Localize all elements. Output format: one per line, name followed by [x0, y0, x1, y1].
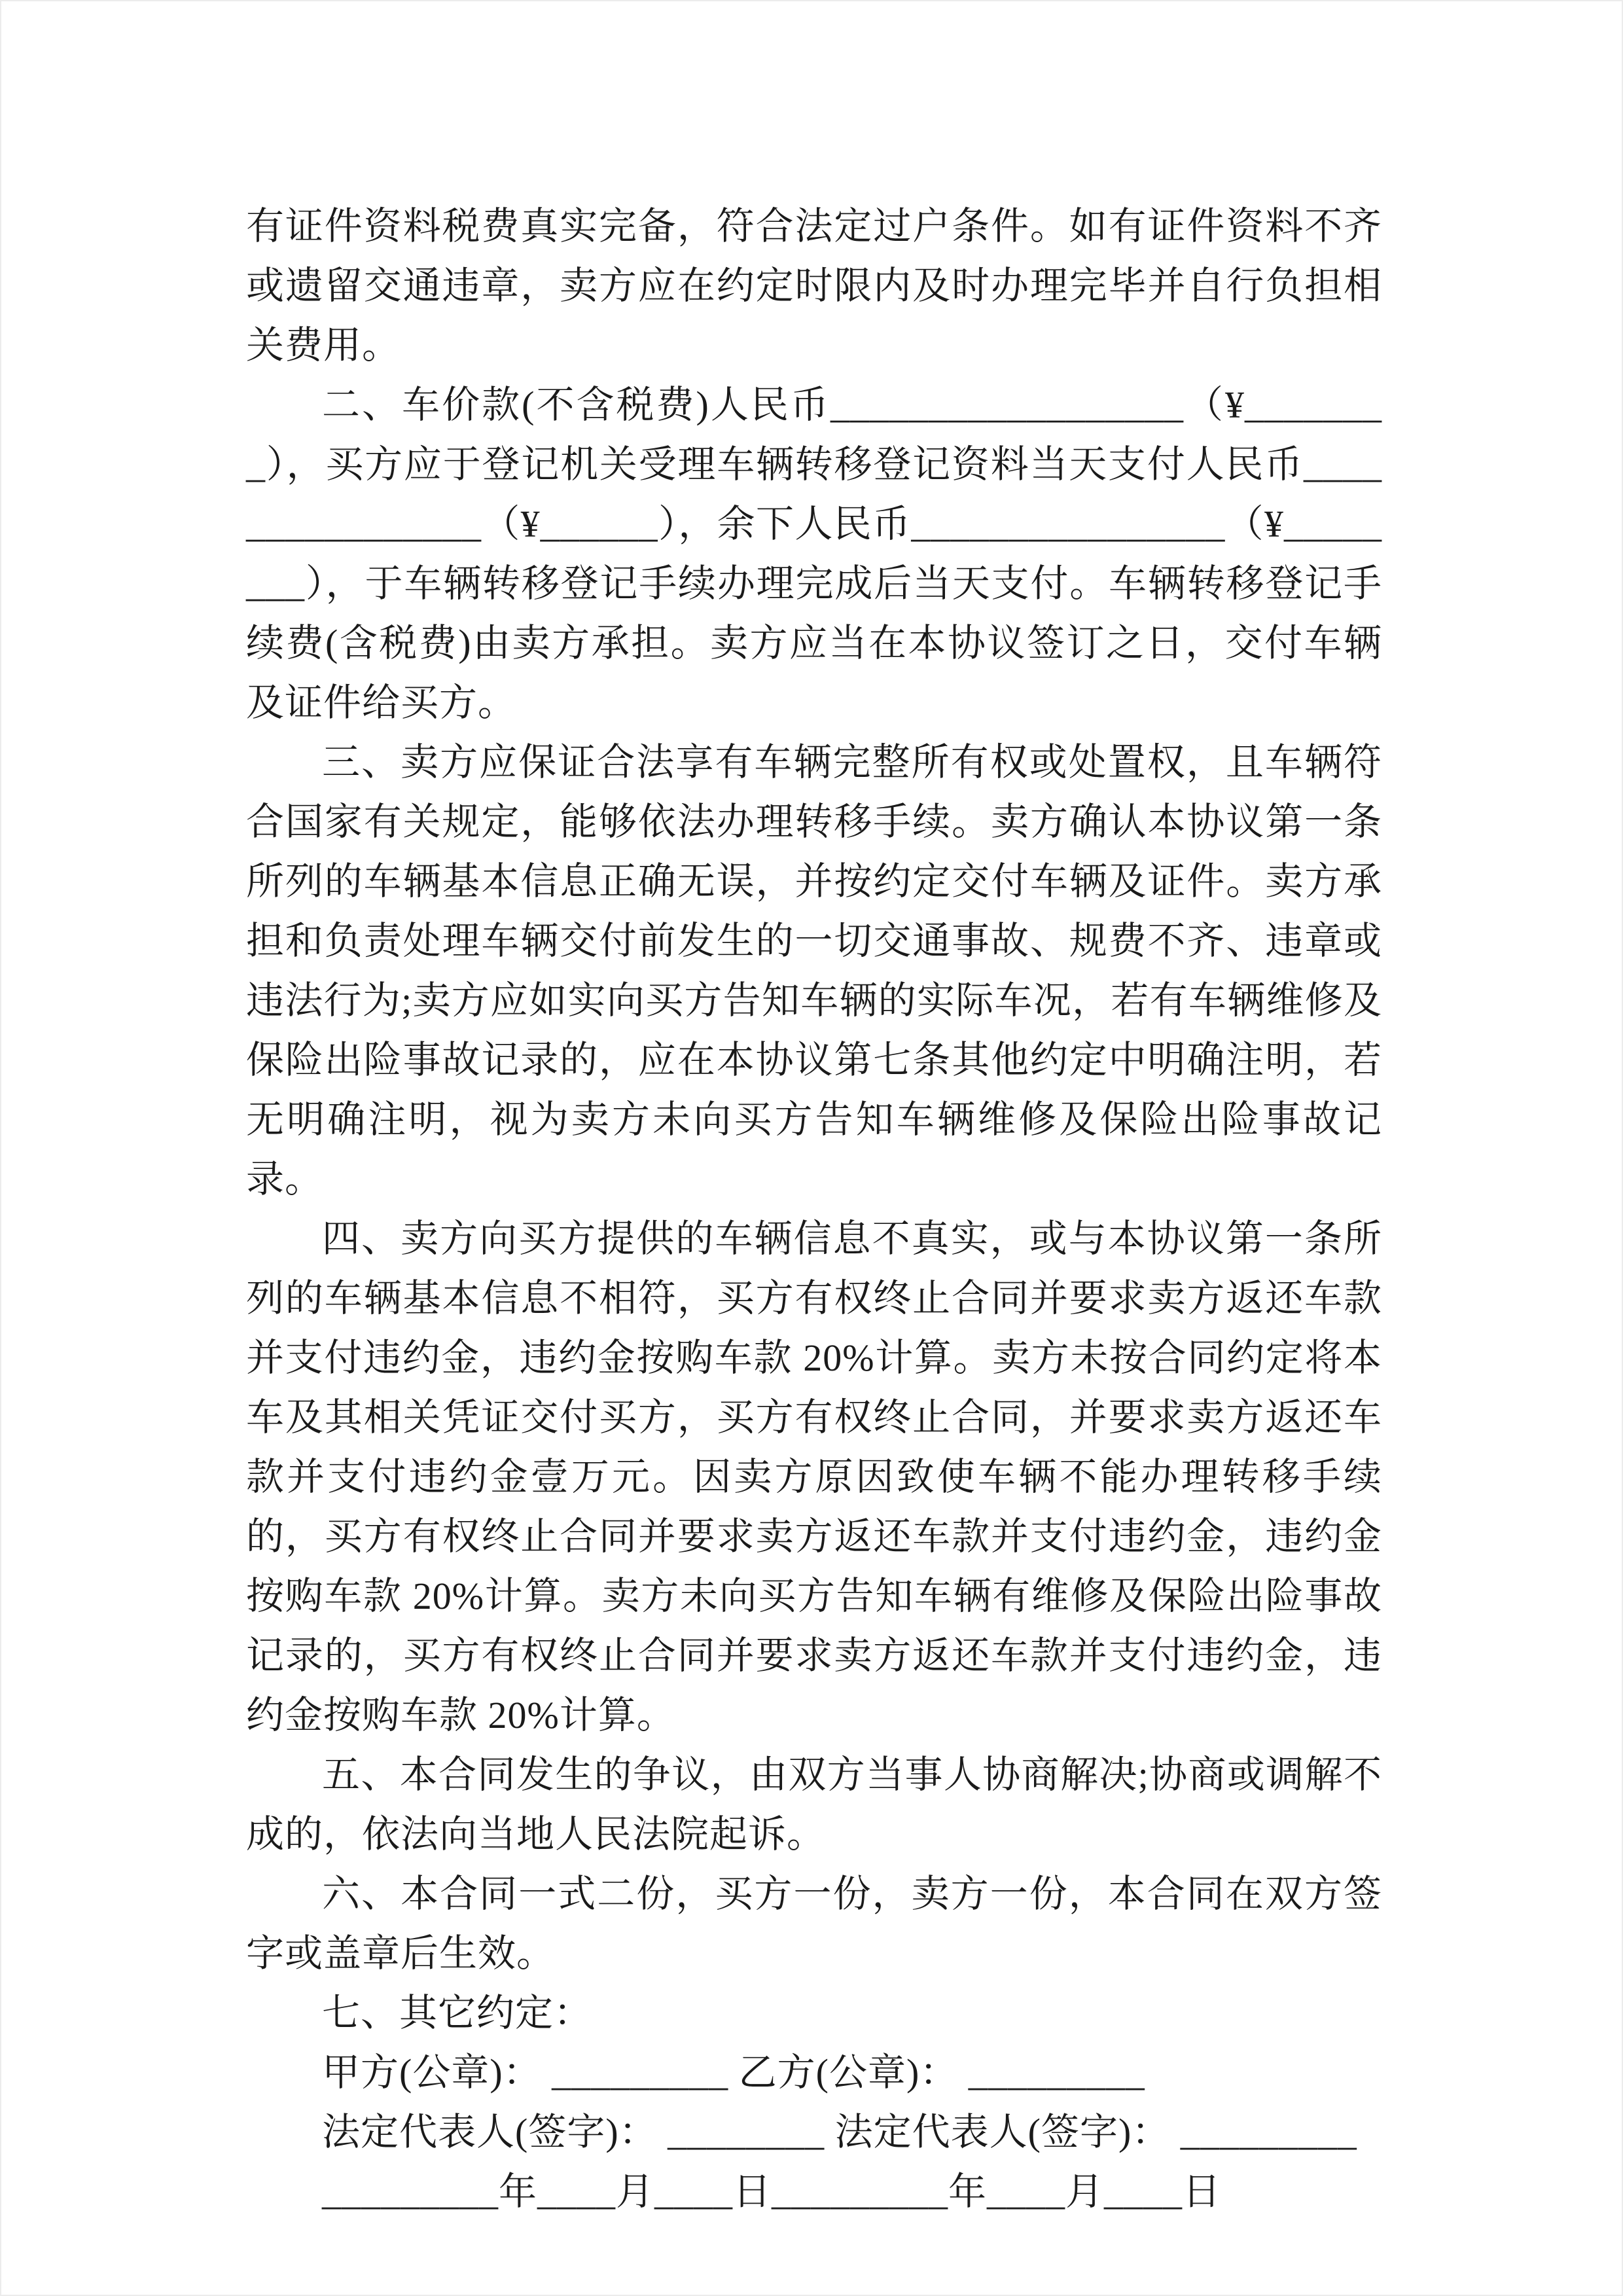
- clause-continuation-documents: 有证件资料税费真实完备，符合法定过户条件。如有证件资料不齐或遗留交通违章，卖方应在约定时限内及时办理完毕并自行负担相关费用。: [246, 205, 1382, 367]
- signature-line-legal-representatives: 法定代表人(签字)： ________ 法定代表人(签字)： _________: [322, 2111, 1357, 2153]
- clause-2-price-payment: 二、车价款(不含税费)人民币__________________（¥________），买方应于登记机关受理车辆转移登记资料当天支付人民币________________（¥______），余下人民币________________（¥________），于车辆转移登记手续办理完成后当天支付。车辆转移登记手续费(含税费)由卖方承担。卖方应当在本协议签订之日，交付车辆及证件给买方。: [246, 384, 1382, 724]
- clause-7-other-agreements: 七、其它约定：: [322, 1992, 593, 2034]
- clause-3-seller-guarantee: 三、卖方应保证合法享有车辆完整所有权或处置权，且车辆符合国家有关规定，能够依法办理转移手续。卖方确认本协议第一条所列的车辆基本信息正确无误，并按约定交付车辆及证件。卖方承担和负责处理车辆交付前发生的一切交通事故、规费不齐、违章或违法行为;卖方应如实向买方告知车辆的实际车况，若有车辆维修及保险出险事故记录的，应在本协议第七条其他约定中明确注明，若无明确注明，视为卖方未向买方告知车辆维修及保险出险事故记录。: [246, 741, 1382, 1200]
- signature-line-dates: _________年____月____日_________年____月____日: [322, 2170, 1222, 2213]
- clause-4-breach-liability: 四、卖方向买方提供的车辆信息不真实，或与本协议第一条所列的车辆基本信息不相符，买方有权终止合同并要求卖方返还车款并支付违约金，违约金按购车款 20%计算。卖方未按合同约定将本车及其相关凭证交付买方，买方有权终止合同，并要求卖方返还车款并支付违约金壹万元。因卖方原因致使车辆不能办理转移手续的，买方有权终止合同并要求卖方返还车款并支付违约金，违约金按购车款 20%计算。卖方未向买方告知车辆有维修及保险出险事故记录的，买方有权终止合同并要求卖方返还车款并支付违约金，违约金按购车款 20%计算。: [246, 1217, 1382, 1736]
- clause-5-dispute-resolution: 五、本合同发生的争议，由双方当事人协商解决;协商或调解不成的，依法向当地人民法院起诉。: [246, 1753, 1382, 1856]
- contract-body: [246, 196, 1382, 2221]
- signature-line-company-seals: 甲方(公章)： _________ 乙方(公章)： _________: [322, 2051, 1145, 2094]
- clause-6-copies-effectiveness: 六、本合同一式二份，买方一份，卖方一份，本合同在双方签字或盖章后生效。: [246, 1873, 1382, 1975]
